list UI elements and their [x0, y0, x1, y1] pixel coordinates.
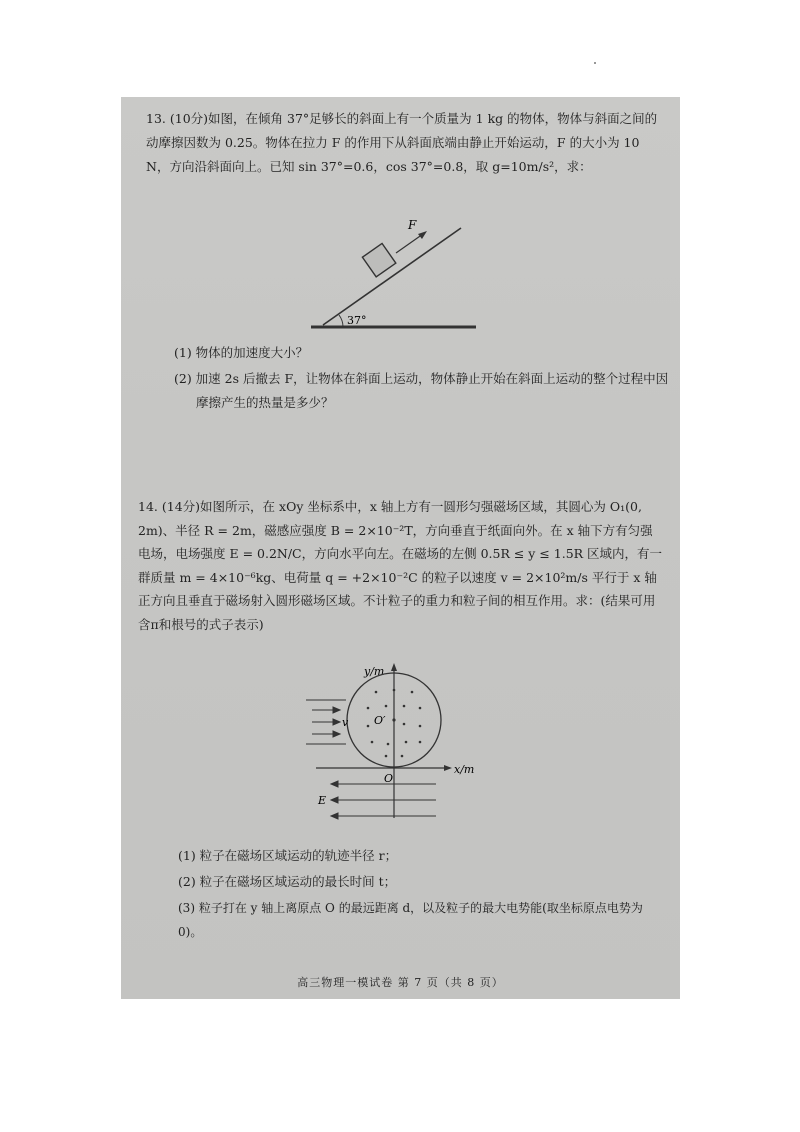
angle-label: 37° — [347, 314, 367, 327]
x-axis-arrowhead — [444, 765, 452, 771]
force-arrowhead — [418, 231, 427, 239]
q14-number: 14. — [138, 499, 158, 514]
q14-sub1: (1) 粒子在磁场区域运动的轨迹半径 r； — [178, 848, 398, 863]
q14-sub2: (2) 粒子在磁场区域运动的最长时间 t； — [178, 874, 397, 889]
field-figure — [306, 660, 496, 830]
incline-figure — [301, 215, 501, 333]
center-label: O′ — [374, 714, 386, 727]
force-label: F — [408, 218, 417, 232]
velocity-label: v — [342, 716, 349, 729]
page-footer: 高三物理一模试卷 第 7 页（共 8 页） — [297, 976, 504, 989]
question-14 — [138, 495, 663, 636]
q13-stem: 如图，在倾角 37°足够长的斜面上有一个质量为 1 kg 的物体，物体与斜面之间的动摩擦因数为 0.25。物体在拉力 F 的作用下从斜面底端由静止开始运动，F 的大小为 10 N，方向沿斜面向上。已知 sin 37°=0.6，cos 37°=0.8，取 g=10m/s²，求： — [146, 111, 658, 174]
y-axis-label: y/m — [364, 665, 385, 678]
q13-score: (10分) — [169, 111, 209, 126]
q13-sub1: (1) 物体的加速度大小？ — [174, 345, 309, 360]
q14-sub3: (3) 粒子打在 y 轴上离原点 O 的最远距离 d，以及粒子的最大电势能(取坐标原点电势为 0)。 — [178, 901, 643, 939]
q14-stem: 如图所示，在 xOy 坐标系中，x 轴上方有一圆形匀强磁场区域，其圆心为 O₁(0, 2m)、半径 R = 2m，磁感应强度 B = 2×10⁻²T，方向垂直于纸面向外。在 x 轴下方有匀强电场，电场强度 E = 0.2N/C，方向水平向左。在磁场的左侧 0.5R ≤ y ≤ 1.5R 区域内，有一群质量 m = 4×10⁻⁶kg、电荷量 q = +2×10⁻²C 的粒子以速度 v = 2×10²m/s 平行于 x 轴正方向且垂直于磁场射入圆形磁场区域。不计粒子的重力和粒子间的相互作用。求：(结果可用含π和根号的式子表示) — [138, 499, 663, 632]
field-label: E — [318, 794, 327, 807]
q13-number: 13. — [146, 111, 166, 126]
q14-score: (14分) — [161, 499, 201, 514]
exam-page — [121, 97, 680, 999]
incline-line — [323, 228, 461, 325]
block — [362, 243, 395, 276]
force-arrow — [396, 234, 423, 253]
angle-arc — [339, 315, 343, 327]
particle-arrows — [306, 700, 346, 744]
speck — [594, 62, 596, 64]
q13-sub2: (2) 加速 2s 后撤去 F，让物体在斜面上运动，物体静止开始在斜面上运动的整个过程中因摩擦产生的热量是多少？ — [174, 371, 669, 410]
field-lines — [331, 781, 436, 819]
y-axis-arrowhead — [391, 663, 397, 671]
origin-label: O — [384, 772, 394, 785]
x-axis-label: x/m — [454, 763, 475, 776]
question-13 — [146, 107, 666, 179]
